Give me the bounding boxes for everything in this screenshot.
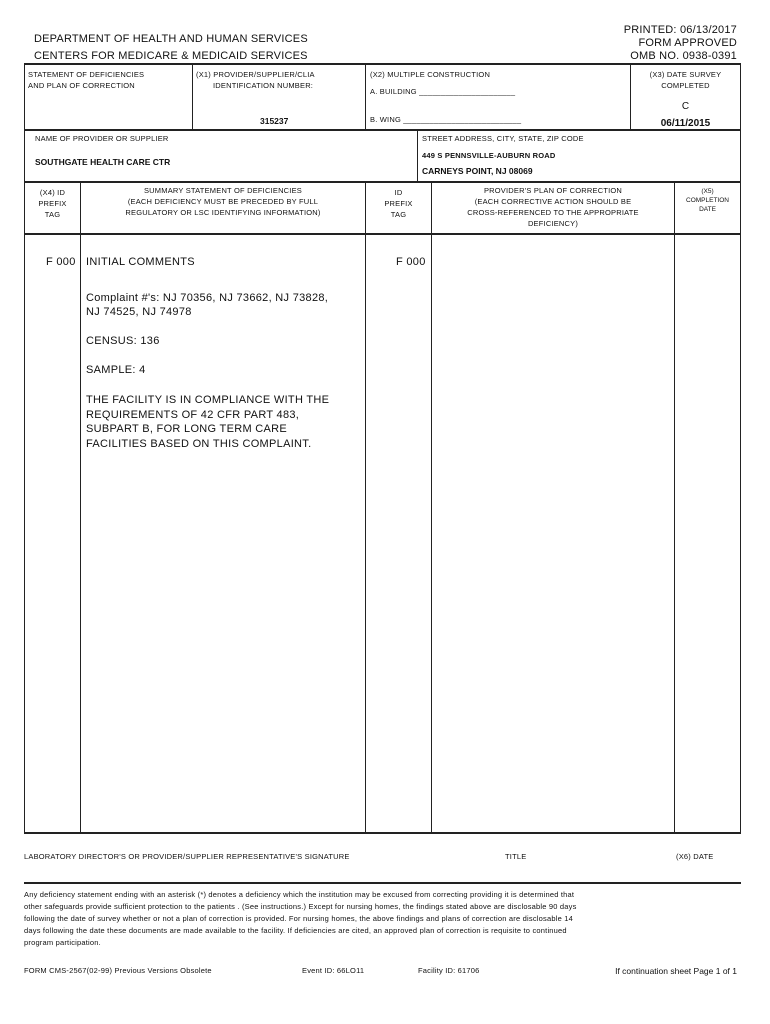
plan-header: CROSS-REFERENCED TO THE APPROPRIATE — [467, 208, 639, 217]
x2-label: (X2) MULTIPLE CONSTRUCTION — [370, 70, 491, 79]
id-header: ID — [394, 188, 403, 197]
provider-id-number: 315237 — [260, 116, 289, 126]
census-count: CENSUS: 136 — [86, 335, 160, 347]
divider — [192, 65, 193, 129]
complaint-numbers: NJ 74525, NJ 74978 — [86, 306, 192, 318]
x1-label: (X1) PROVIDER/SUPPLIER/CLIA — [196, 70, 315, 79]
form-approved: FORM APPROVED — [638, 37, 737, 49]
x3-label: (X3) DATE SURVEY — [649, 70, 722, 79]
summary-header: (EACH DEFICIENCY MUST BE PRECEDED BY FULL — [127, 197, 319, 206]
printed-date: PRINTED: 06/13/2017 — [623, 24, 737, 36]
disclaimer-text: following the date of survey whether or not a plan of correction is provided. For nursing homes, the above findings and plans of correction are disclosable 14 — [24, 914, 573, 923]
row-divider — [24, 233, 741, 235]
disclaimer-text: days following the date these documents are made available to the facility. If deficiencies are cited, an approved plan of correction is requisite to continued — [24, 926, 567, 935]
compliance-statement: THE FACILITY IS IN COMPLIANCE WITH THE — [86, 394, 330, 406]
facility-id: Facility ID: 61706 — [418, 966, 480, 975]
x3-label: COMPLETED — [661, 81, 710, 90]
date-label: (X6) DATE — [676, 852, 714, 861]
plan-header: PROVIDER'S PLAN OF CORRECTION — [483, 186, 623, 195]
frame-top — [24, 63, 741, 65]
x4-header: TAG — [44, 210, 61, 219]
frame-right — [740, 63, 741, 833]
compliance-statement: FACILITIES BASED ON THIS COMPLAINT. — [86, 438, 312, 450]
omb-number: OMB NO. 0938-0391 — [630, 50, 737, 62]
frame-bottom — [24, 832, 741, 834]
complaint-numbers: Complaint #'s: NJ 70356, NJ 73662, NJ 73828, — [86, 292, 329, 304]
x4-header: (X4) ID — [39, 188, 66, 197]
divider — [24, 882, 741, 884]
page-indicator: If continuation sheet Page 1 of 1 — [615, 966, 737, 976]
agency-subname: CENTERS FOR MEDICARE & MEDICAID SERVICES — [34, 50, 308, 62]
disclaimer-text: Any deficiency statement ending with an asterisk (*) denotes a deficiency which the institution may be excused from correcting providing it is determined that — [24, 890, 575, 899]
title-label: TITLE — [505, 852, 527, 861]
col-divider — [365, 183, 366, 833]
compliance-statement: SUBPART B, FOR LONG TERM CARE — [86, 423, 288, 435]
provider-name-label: NAME OF PROVIDER OR SUPPLIER — [35, 134, 169, 143]
survey-code: C — [681, 101, 690, 112]
summary-header: REGULATORY OR LSC IDENTIFYING INFORMATION) — [125, 208, 321, 217]
form-number: FORM CMS-2567(02-99) Previous Versions Obsolete — [24, 966, 212, 975]
row-divider — [24, 181, 741, 183]
x1-label: IDENTIFICATION NUMBER: — [213, 81, 314, 90]
statement-label: STATEMENT OF DEFICIENCIES — [28, 70, 145, 79]
frame-left — [24, 63, 25, 833]
summary-header: SUMMARY STATEMENT OF DEFICIENCIES — [143, 186, 302, 195]
divider — [365, 65, 366, 129]
correction-tag: F 000 — [396, 256, 426, 268]
plan-header: DEFICIENCY) — [527, 219, 579, 228]
plan-header: (EACH CORRECTIVE ACTION SHOULD BE — [474, 197, 632, 206]
statement-label: AND PLAN OF CORRECTION — [28, 81, 135, 90]
compliance-statement: REQUIREMENTS OF 42 CFR PART 483, — [86, 409, 300, 421]
wing-field: B. WING ___________________________ — [370, 115, 522, 124]
sample-count: SAMPLE: 4 — [86, 364, 146, 376]
address-label: STREET ADDRESS, CITY, STATE, ZIP CODE — [422, 134, 584, 143]
disclaimer-text: other safeguards provide sufficient protection to the patients . (See instructions.) Except for nursing homes, the findings stated above are disclosable 90 days — [24, 902, 577, 911]
city-state-zip: CARNEYS POINT, NJ 08069 — [422, 166, 533, 176]
x5-header: (X5) — [701, 188, 714, 195]
id-header: TAG — [390, 210, 407, 219]
signature-label: LABORATORY DIRECTOR'S OR PROVIDER/SUPPLIER REPRESENTATIVE'S SIGNATURE — [24, 852, 350, 861]
building-field: A. BUILDING ______________________ — [370, 87, 516, 96]
survey-date: 06/11/2015 — [660, 118, 711, 129]
deficiency-tag: F 000 — [46, 256, 76, 268]
x5-header: DATE — [699, 206, 716, 213]
x5-header: COMPLETION — [686, 197, 729, 204]
disclaimer-text: program participation. — [24, 938, 101, 947]
col-divider — [674, 183, 675, 833]
id-header: PREFIX — [384, 199, 413, 208]
street-address: 449 S PENNSVILLE-AUBURN ROAD — [422, 151, 556, 160]
col-divider — [80, 183, 81, 833]
x4-header: PREFIX — [38, 199, 67, 208]
col-divider — [431, 183, 432, 833]
provider-name: SOUTHGATE HEALTH CARE CTR — [35, 157, 171, 167]
event-id: Event ID: 66LO11 — [302, 966, 365, 975]
row-divider — [24, 129, 741, 131]
agency-name: DEPARTMENT OF HEALTH AND HUMAN SERVICES — [34, 33, 308, 45]
divider — [417, 131, 418, 182]
entry-title: INITIAL COMMENTS — [86, 256, 195, 268]
